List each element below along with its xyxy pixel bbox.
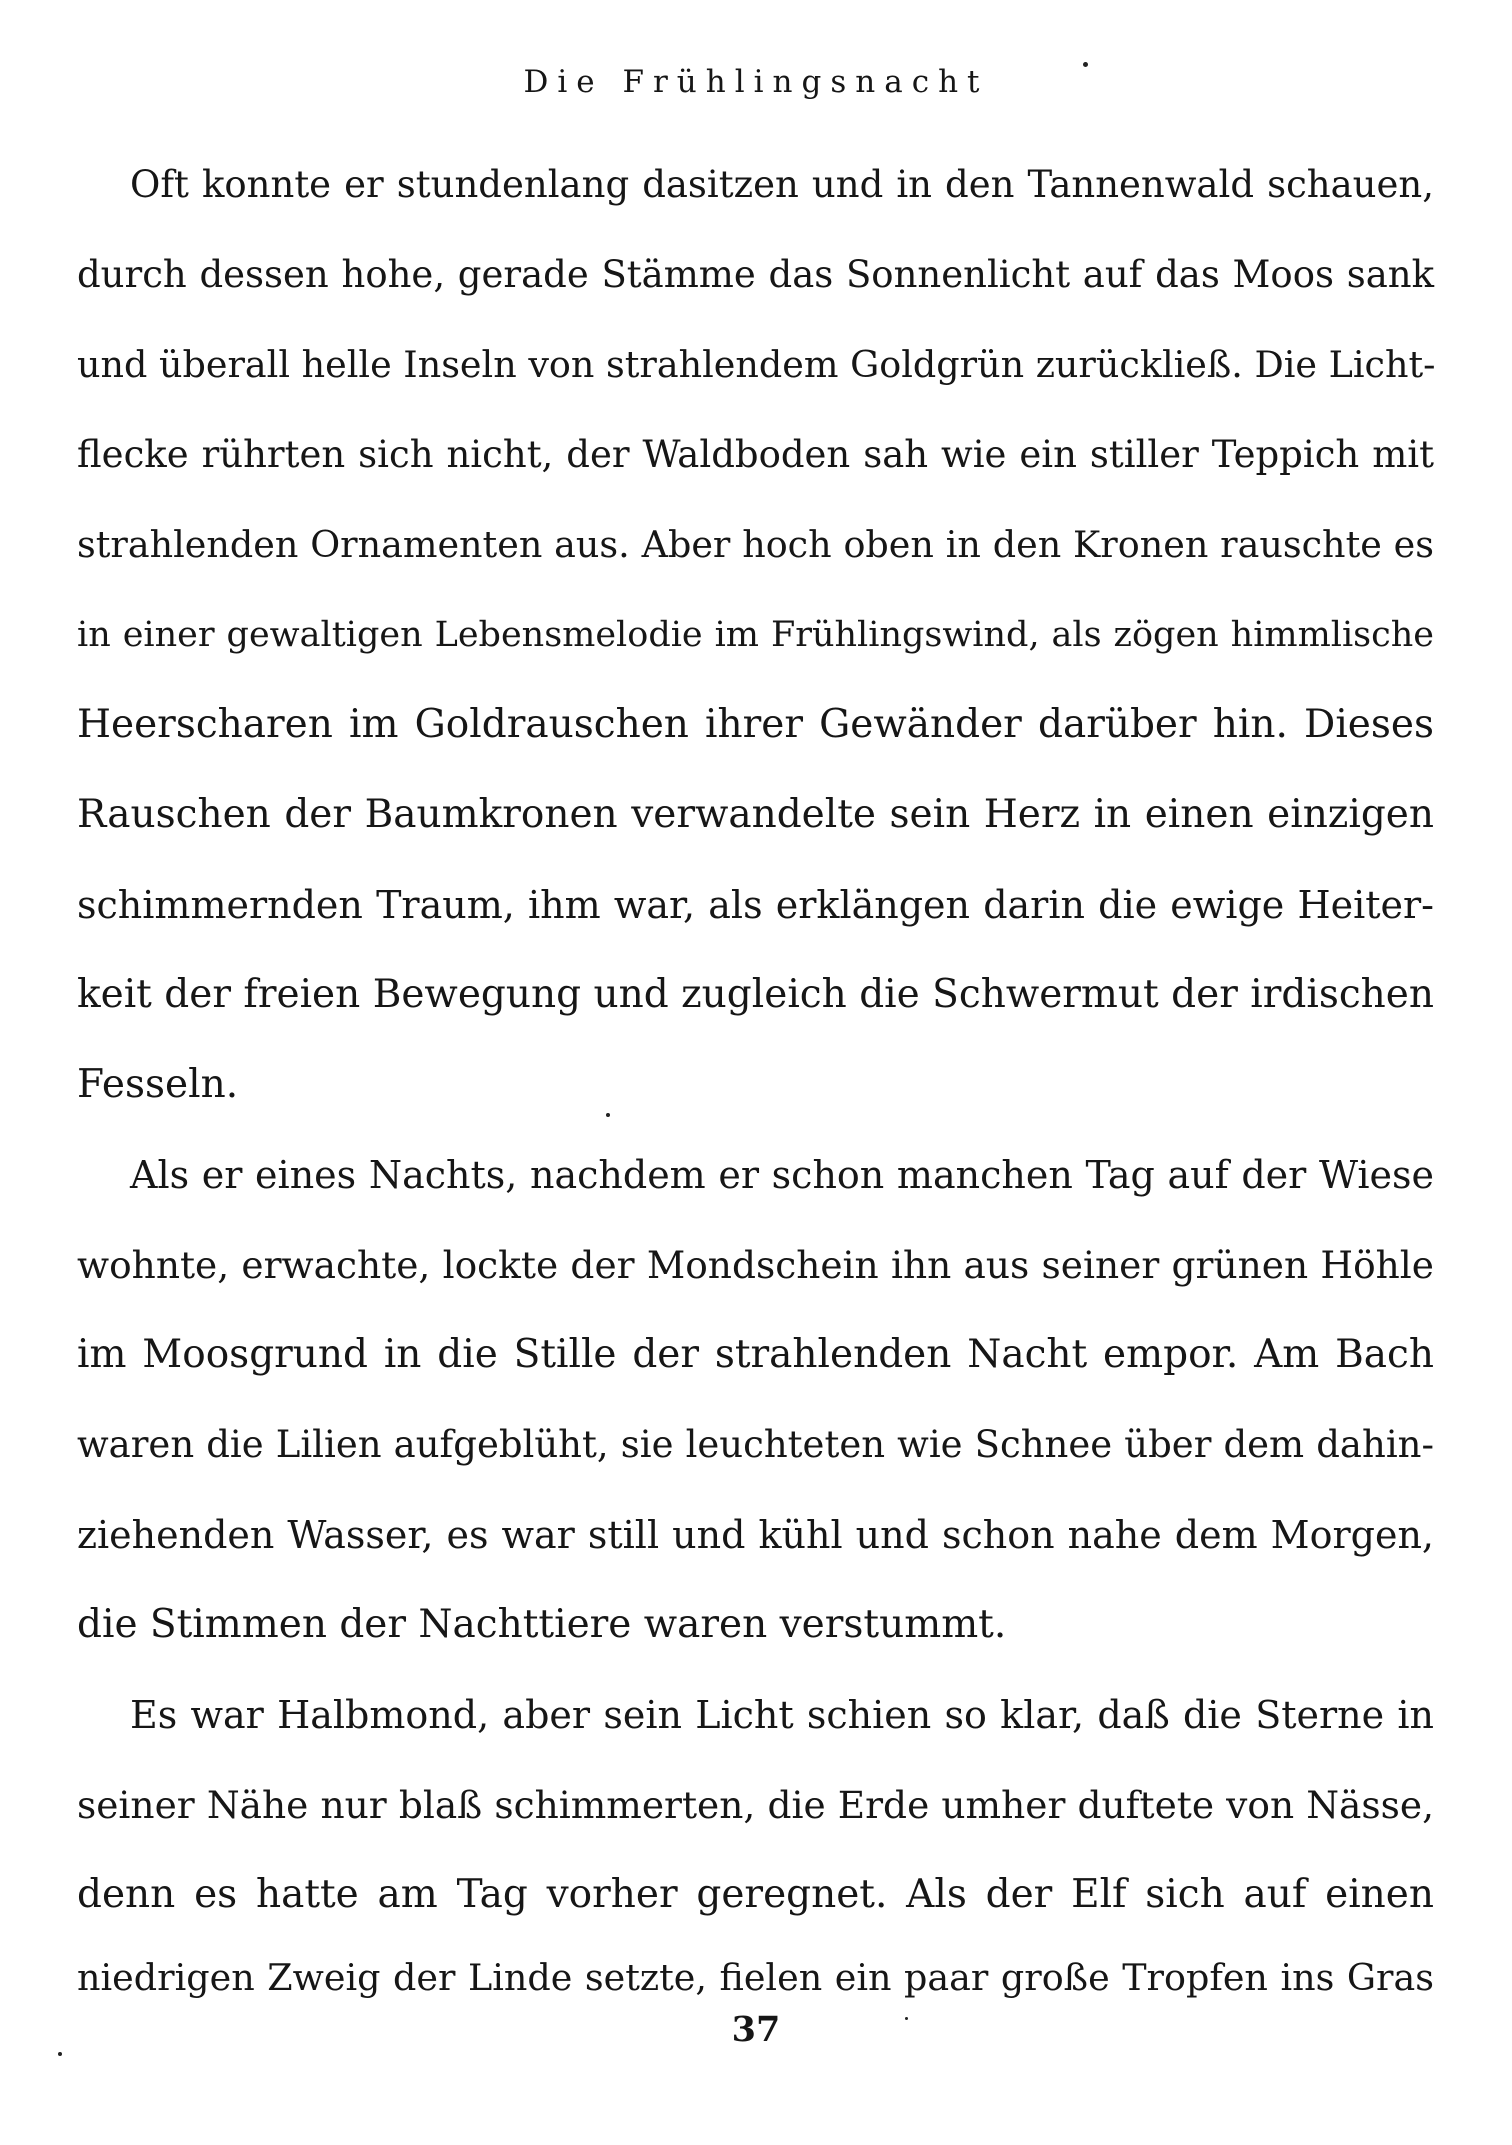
text-line: durch dessen hohe, gerade Stämme das Sonnenlicht auf das Moos sank (77, 253, 1434, 296)
print-speck (1083, 62, 1088, 67)
text-line: im Moosgrund in die Stille der strahlenden Nacht empor. Am Bach (77, 1332, 1434, 1377)
text-line: Rauschen der Baumkronen verwandelte sein Herz in einen einzigen (77, 792, 1434, 837)
text-line: Fesseln. (77, 1062, 239, 1107)
text-line: schimmernden Traum, ihm war, als erklängen darin die ewige Heiter- (77, 883, 1434, 927)
text-line: niedrigen Zweig der Linde setzte, fielen ein paar große Tropfen ins Gras (77, 1956, 1434, 1999)
text-line: und überall helle Inseln von strahlendem Goldgrün zurückließ. Die Licht- (77, 343, 1436, 386)
text-line: wohnte, erwachte, lockte der Mondschein ihn aus seiner grünen Höhle (77, 1243, 1434, 1287)
text-line: waren die Lilien aufgeblüht, sie leuchteten wie Schnee über dem dahin- (77, 1423, 1434, 1466)
text-line: seiner Nähe nur blaß schimmerten, die Erde umher duftete von Nässe, (77, 1783, 1434, 1827)
text-line: ziehenden Wasser, es war still und kühl und schon nahe dem Morgen, (77, 1513, 1434, 1557)
text-line: keit der freien Bewegung und zugleich die Schwermut der irdischen (77, 972, 1434, 1017)
print-speck (58, 2052, 62, 2056)
text-line: Heerscharen im Goldrauschen ihrer Gewänder darüber hin. Dieses (77, 702, 1434, 747)
text-line: Als er eines Nachts, nachdem er schon manchen Tag auf der Wiese (130, 1153, 1434, 1197)
text-line: die Stimmen der Nachttiere waren verstummt. (77, 1602, 1007, 1647)
text-line: in einer gewaltigen Lebensmelodie im Frühlingswind, als zögen himmlische (77, 615, 1434, 655)
text-line: Oft konnte er stundenlang dasitzen und in den Tannenwald schauen, (130, 163, 1434, 206)
text-line: flecke rührten sich nicht, der Waldboden sah wie ein stiller Teppich mit (77, 433, 1434, 476)
text-line: Es war Halbmond, aber sein Licht schien so klar, daß die Sterne in (130, 1693, 1434, 1737)
text-line: strahlenden Ornamenten aus. Aber hoch oben in den Kronen rauschte es (77, 523, 1434, 566)
text-line: denn es hatte am Tag vorher geregnet. Als der Elf sich auf einen (77, 1872, 1434, 1917)
page-number: 37 (731, 2009, 781, 2050)
running-head: Die Frühlingsnacht (523, 64, 989, 100)
